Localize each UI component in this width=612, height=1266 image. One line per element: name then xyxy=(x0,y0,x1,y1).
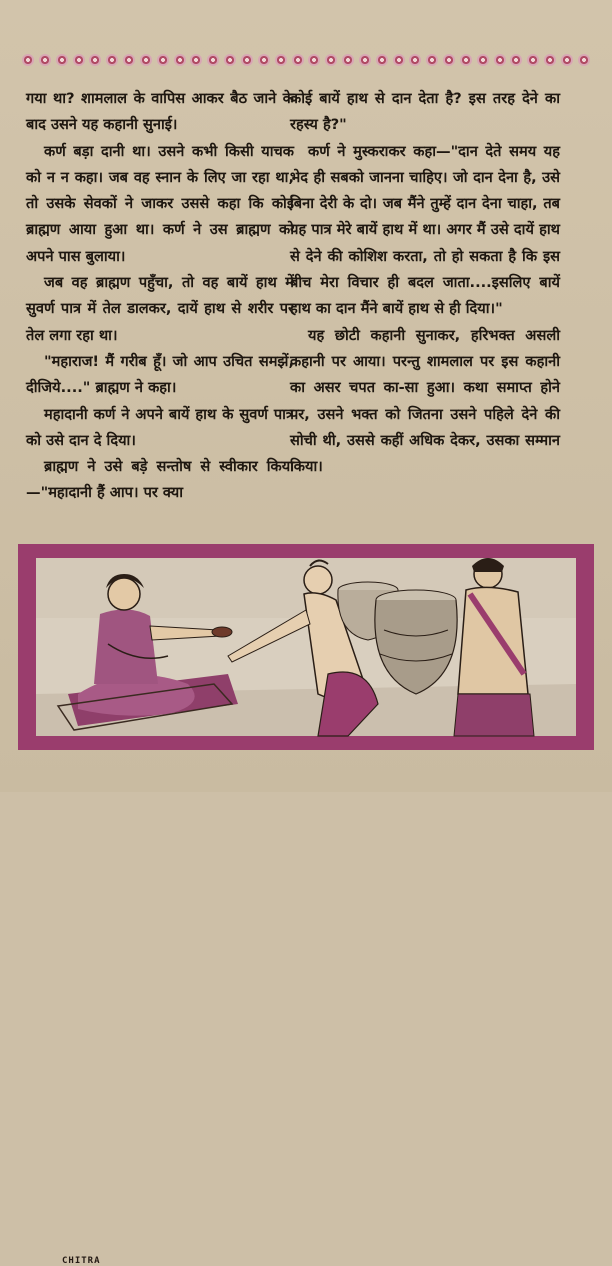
border-flower-icon xyxy=(460,54,472,66)
border-flower-icon xyxy=(22,54,34,66)
border-flower-icon xyxy=(39,54,51,66)
border-flower-icon xyxy=(241,54,253,66)
border-flower-icon xyxy=(342,54,354,66)
border-flower-icon xyxy=(376,54,388,66)
border-flower-icon xyxy=(190,54,202,66)
paragraph: जब वह ब्राह्मण पहुँचा, तो वह बायें हाथ में सुवर्ण पात्र में तेल डालकर, दायें हाथ से शरीर पर तेल लगा रहा था। xyxy=(26,274,294,344)
paragraph: कोई बायें हाथ से दान देता है? इस तरह देने का रहस्य है?" xyxy=(290,90,560,134)
border-flower-icon xyxy=(292,54,304,66)
right-text-column xyxy=(290,86,560,480)
border-flower-icon xyxy=(140,54,152,66)
border-flower-icon xyxy=(393,54,405,66)
paragraph: महादानी कर्ण ने अपने बायें हाथ के सुवर्ण पात्र को उसे दान दे दिया। xyxy=(26,405,294,449)
paragraph: कर्ण बड़ा दानी था। उसने कभी किसी याचक को न न कहा। जब वह स्नान के लिए जा रहा था, तो उसके सेवकों ने जाकर उससे कहा कि कोई ब्राह्मण आया हुआ था। कर्ण ने उस ब्राह्मण को अपने पास बुलाया। xyxy=(26,142,294,265)
story-illustration xyxy=(18,544,594,1266)
border-flower-icon xyxy=(409,54,421,66)
paragraph: "महाराज! मैं गरीब हूँ। जो आप उचित समझें, दीजिये...." ब्राह्मण ने कहा। xyxy=(26,352,294,397)
border-flower-icon xyxy=(325,54,337,66)
border-flower-icon xyxy=(426,54,438,66)
border-flower-icon xyxy=(123,54,135,66)
border-flower-icon xyxy=(258,54,270,66)
border-flower-icon xyxy=(443,54,455,66)
border-flower-icon xyxy=(494,54,506,66)
border-flower-icon xyxy=(527,54,539,66)
border-flower-icon xyxy=(174,54,186,66)
border-flower-icon xyxy=(561,54,573,66)
border-flower-icon xyxy=(224,54,236,66)
left-text-column xyxy=(26,86,294,507)
border-flower-icon xyxy=(73,54,85,66)
artist-signature: CHITRA xyxy=(62,1256,101,1266)
border-flower-icon xyxy=(56,54,68,66)
border-flower-icon xyxy=(359,54,371,66)
paragraph: कर्ण ने मुस्कराकर कहा—"दान देते समय यह भेद ही सबको जानना चाहिए। जो दान देना है, उसे बिना देरी के दो। जब मैंने तुम्हें दान देना चाहा, तब यह पात्र मेरे बायें हाथ में था। अगर मैं उसे दायें हाथ से देने की कोशिश करता, तो हो सकता है कि इस बीच मेरा विचार ही बदल जाता....इसलिए बायें हाथ का दान मैंने बायें हाथ से ही दिया।" xyxy=(290,142,560,318)
border-flower-icon xyxy=(510,54,522,66)
border-flower-icon xyxy=(157,54,169,66)
border-flower-icon xyxy=(275,54,287,66)
border-flower-icon xyxy=(89,54,101,66)
decorative-border xyxy=(22,50,590,70)
paragraph: यह छोटी कहानी सुनाकर, हरिभक्त असली कहानी पर आया। परन्तु शामलाल पर इस कहानी का असर चपत का-सा हुआ। कथा समाप्त होने पर, उसने भक्त को जितना उसने पहिले देने की सोची थी, उससे कहीं अधिक देकर, उसका सम्मान किया। xyxy=(290,326,560,476)
border-flower-icon xyxy=(308,54,320,66)
paragraph: गया था? शामलाल के वापिस आकर बैठ जाने के बाद उसने यह कहानी सुनाई। xyxy=(26,90,294,134)
paragraph: ब्राह्मण ने उसे बड़े सन्तोष से स्वीकार किया—"महादानी हैं आप। पर क्या xyxy=(26,458,294,502)
illustration-drawing xyxy=(18,544,594,750)
border-flower-icon xyxy=(544,54,556,66)
border-flower-icon xyxy=(106,54,118,66)
border-flower-icon xyxy=(207,54,219,66)
border-flower-icon xyxy=(578,54,590,66)
border-flower-icon xyxy=(477,54,489,66)
